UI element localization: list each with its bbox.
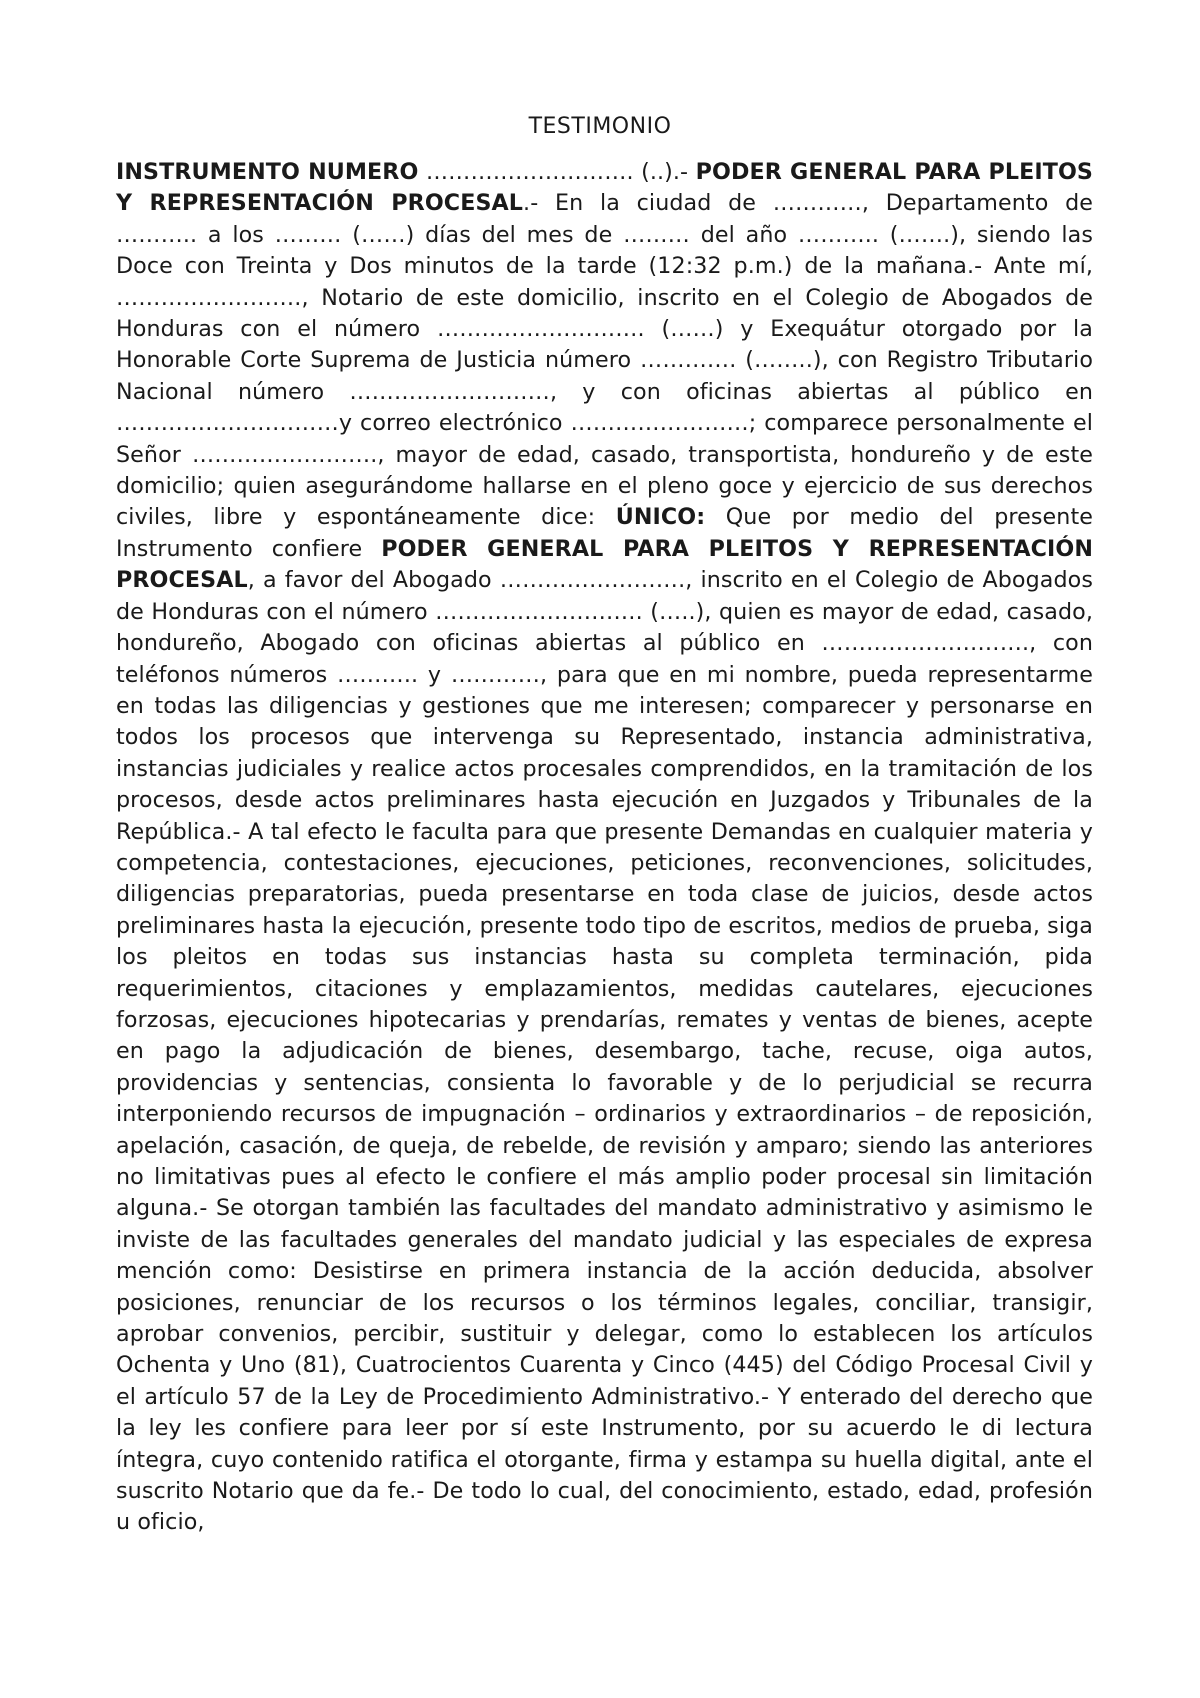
power-heading: PODER GENERAL PARA PLEITOS Y REPRESENTACIÓN PROCESAL	[116, 535, 1093, 594]
body-text-segment: Que por medio del presente Instrumento confiere	[116, 504, 1093, 562]
body-text-segment: ………………………. (..).-	[418, 159, 696, 185]
body-text-segment: , a favor del Abogado ……………………., inscrito en el Colegio de Abogados de Honduras con el número ………………………. (…..), quien es mayor de edad, casado, hondureño, Abogado con oficinas abiertas al público en ………………………., con teléfonos números ……….. y …………, para que en mi nombre, pueda representarme en todas las diligencias y gestiones que me interesen; comparecer y personarse en todos los procesos que intervenga su Representado, instancia administrativa, instancias judiciales y realice actos procesales comprendidos, en la tramitación de los procesos, desde actos preliminares hasta ejecución en Juzgados y Tribunales de la República.- A tal efecto le faculta para que presente Demandas en cualquier materia y competencia, contestaciones, ejecuciones, peticiones, reconvenciones, solicitudes, diligencias preparatorias, pueda presentarse en toda clase de juicios, desde actos preliminares hasta la ejecución, presente todo tipo de escritos, medios de prueba, siga los pleitos en todas sus instancias hasta su completa terminación, pida requerimientos, citaciones y emplazamientos, medidas cautelares, ejecuciones forzosas, ejecuciones hipotecarias y prendarías, remates y ventas de bienes, acepte en pago la adjudicación de bienes, desembargo, tache, recuse, oiga autos, providencias y sentencias, consienta lo favorable y de lo perjudicial se recurra interponiendo recursos de impugnación – ordinarios y extraordinarios – de reposición, apelación, casación, de queja, de rebelde, de revisión y amparo; siendo las anteriores no limitativas pues al efecto le confiere el más amplio poder procesal sin limitación alguna.- Se otorgan también las facultades del mandato administrativo y asimismo le inviste de las facultades generales del mandato judicial y las especiales de expresa mención como: Desistirse en primera instancia de la acción deducida, absolver posiciones, renunciar de los recursos o los términos legales, conciliar, transigir, aprobar convenios, percibir, sustituir y delegar, como lo establecen los artículos Ochenta y Uno (81), Cuatrocientos Cuarenta y Cinco (445) del Código Procesal Civil y el artículo 57 de la Ley de Procedimiento Administrativo.- Y enterado del derecho que la ley les confiere para leer por sí este Instrumento, por su acuerdo le di lectura íntegra, cuyo contenido ratifica el otorgante, firma y estampa su huella digital, ante el suscrito Notario que da fe.- De todo lo cual, del conocimiento, estado, edad, profesión u oficio,	[116, 567, 1093, 1536]
power-heading: PODER GENERAL PARA PLEITOS Y REPRESENTACIÓN PROCESAL	[116, 159, 1094, 217]
instrument-number-label: INSTRUMENTO NUMERO	[116, 159, 419, 185]
document-title: TESTIMONIO	[528, 114, 672, 139]
document-body	[116, 157, 1093, 1539]
unico-label: ÚNICO:	[615, 504, 706, 531]
body-text-segment: .- En la ciudad de …………, Departamento de ……….. a los ……… (……) días del mes de ……… del año ……….. (…….), siendo las Doce con Treinta y Dos minutos de la tarde (12:32 p.m.) de la mañana.- Ante mí, ……………………., Notario de este domicilio, inscrito en el Colegio de Abogados de Honduras con el número ………………………. (……) y Exequátur otorgado por la Honorable Corte Suprema de Justicia número …………. (……..), con Registro Tributario Nacional número ………………………, y con oficinas abiertas al público en …………………………y correo electrónico ……………………; comparece personalmente el Señor ……………………., mayor de edad, casado, transportista, hondureño y de este domicilio; quien asegurándome hallarse en el pleno goce y ejercicio de sus derechos civiles, libre y espontáneamente dice:	[116, 190, 1094, 531]
